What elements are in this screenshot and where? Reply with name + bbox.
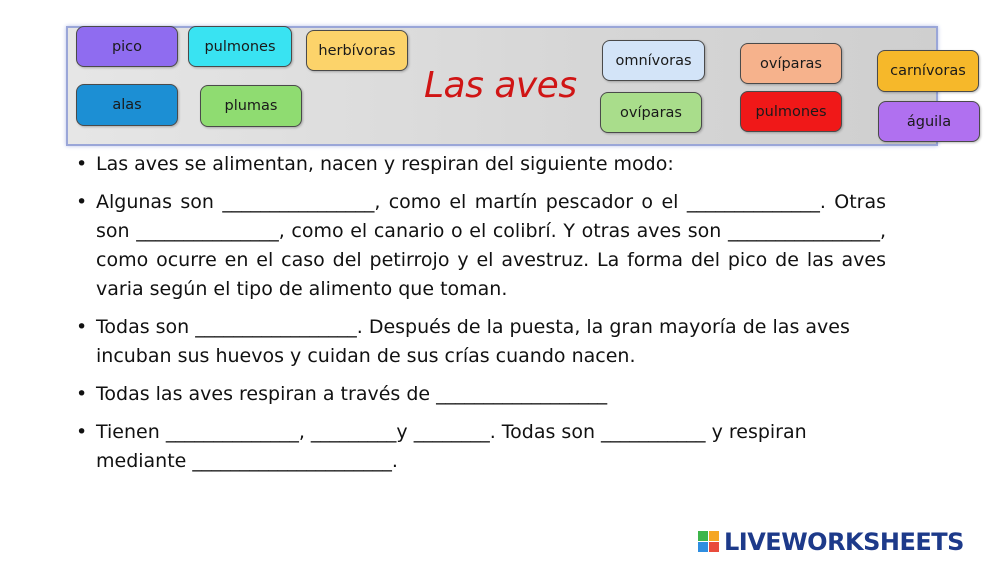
p4-text-5: y respiran mediante: [96, 421, 807, 472]
p4-text-3: y: [396, 421, 414, 443]
blank-9[interactable]: ________: [413, 421, 490, 443]
p4-text-1: Tienen: [96, 421, 166, 443]
chip-alas[interactable]: alas: [76, 84, 178, 126]
blank-8[interactable]: _________: [310, 421, 397, 443]
p1-text-5: , como ocurre en el caso del petirrojo y el avestruz. La forma del pico de las aves varia según el tipo de alimento que toman.: [96, 220, 887, 300]
blank-5[interactable]: _________________: [195, 316, 357, 338]
p1-text-4: , como el canario o el colibrí. Y otras aves son: [278, 220, 728, 242]
blank-10[interactable]: ___________: [601, 421, 706, 443]
chip-oviparas-2[interactable]: ovíparas: [600, 92, 702, 133]
bullet-breathing: [74, 380, 886, 409]
p4-text-2: ,: [298, 421, 311, 443]
p4-text-4: . Todas son: [489, 421, 602, 443]
p1-text-1: Algunas son: [96, 191, 223, 213]
blank-3[interactable]: _______________: [136, 220, 279, 242]
blank-6[interactable]: __________________: [436, 383, 608, 405]
p2-text-2: . Después de la puesta, la gran mayoría de las aves incuban sus huevos y cuidan de sus crías cuando nacen.: [96, 316, 850, 367]
worksheet-text: [74, 150, 886, 485]
chip-carnivoras[interactable]: carnívoras: [877, 50, 979, 92]
blank-11[interactable]: _____________________: [192, 450, 392, 472]
bullet-summary: [74, 418, 886, 476]
liveworksheets-logo: [698, 528, 964, 556]
page-title: Las aves: [424, 65, 577, 106]
p1-text-2: , como el martín pescador o el: [374, 191, 687, 213]
chip-omnivoras[interactable]: omnívoras: [602, 40, 705, 81]
bullet-intro: [74, 150, 886, 179]
liveworksheets-logo-icon: [698, 531, 720, 553]
chip-plumas[interactable]: plumas: [200, 85, 302, 127]
blank-2[interactable]: ______________: [686, 191, 820, 213]
p4-text-6: .: [391, 450, 398, 472]
chip-herbivoras[interactable]: herbívoras: [306, 30, 408, 71]
p3-text-1: Todas las aves respiran a través de: [96, 383, 437, 405]
bullet-reproduction: [74, 313, 886, 371]
brand-name: LIVEWORKSHEETS: [724, 528, 964, 556]
chip-aguila[interactable]: águila: [878, 101, 980, 142]
blank-7[interactable]: ______________: [165, 421, 299, 443]
chip-oviparas-1[interactable]: ovíparas: [740, 43, 842, 84]
chip-pico[interactable]: pico: [76, 26, 178, 67]
blank-1[interactable]: ________________: [222, 191, 375, 213]
chip-pulmones-1[interactable]: pulmones: [188, 26, 292, 67]
blank-4[interactable]: ________________: [727, 220, 880, 242]
p2-text-1: Todas son: [96, 316, 196, 338]
bullet-feeding: [74, 188, 886, 304]
p1-text-3: . Otras son: [96, 191, 886, 242]
intro-text: Las aves se alimentan, nacen y respiran del siguiente modo:: [96, 153, 674, 175]
chip-pulmones-2[interactable]: pulmones: [740, 91, 842, 132]
